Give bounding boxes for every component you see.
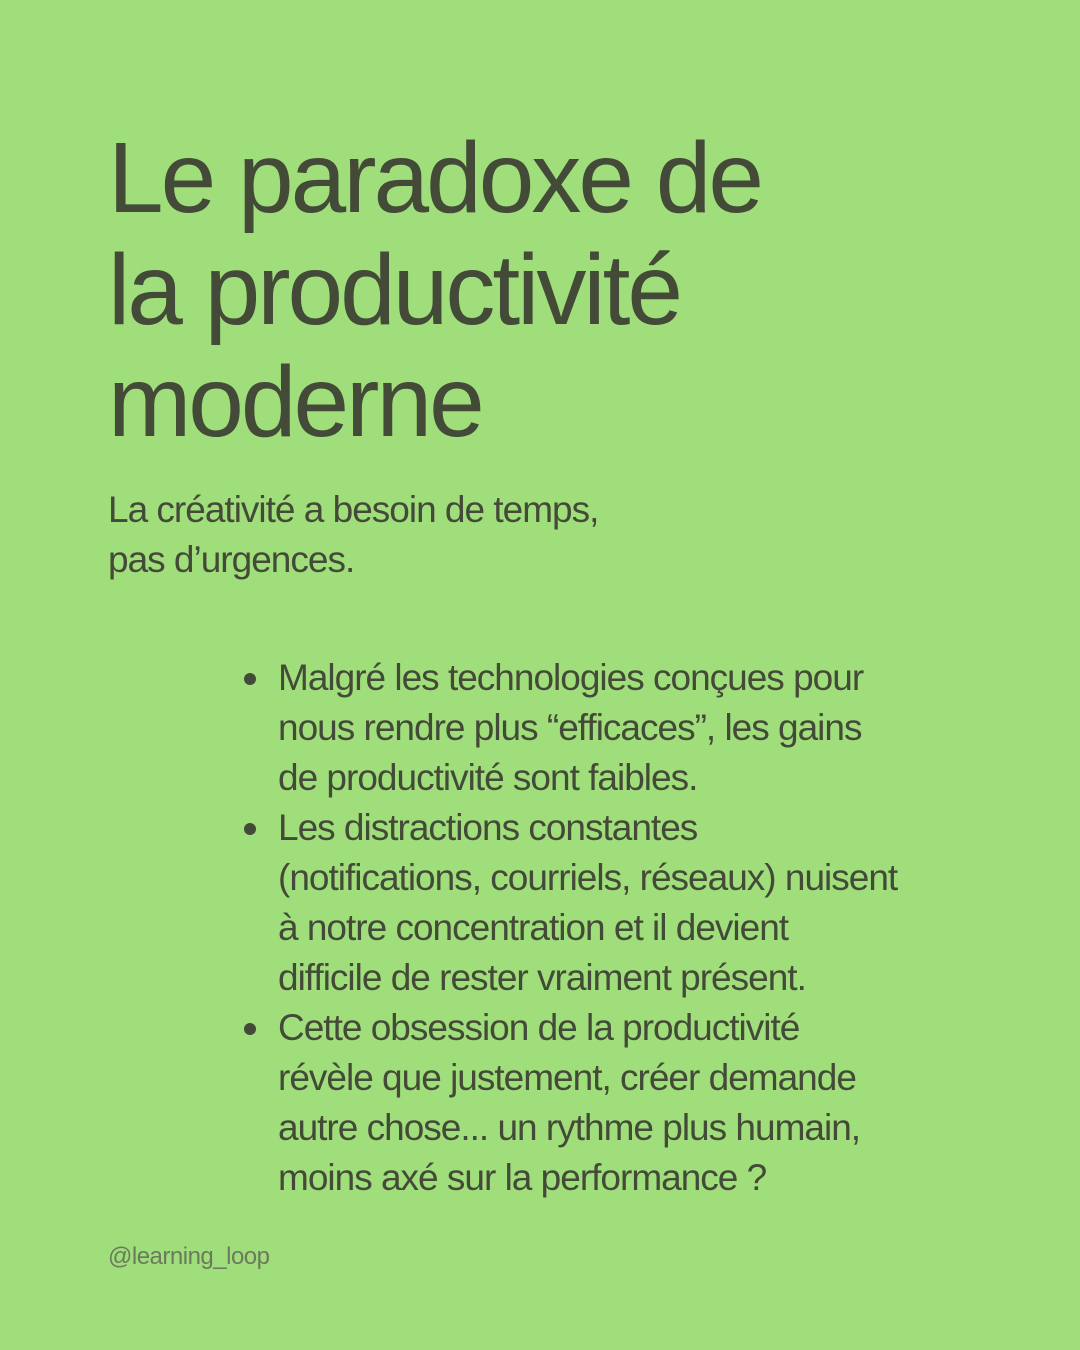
bullet-line: nous rendre plus “efficaces”, les gains: [278, 707, 862, 748]
bullet-item: [278, 1003, 1018, 1203]
bullet-line: Malgré les technologies conçues pour: [278, 657, 864, 698]
page-title: [108, 122, 1008, 458]
bullet-dot-icon: [244, 1023, 256, 1035]
bullet-dot-icon: [244, 823, 256, 835]
bullet-dot-icon: [244, 673, 256, 685]
bullet-line: Cette obsession de la productivité: [278, 1007, 800, 1048]
title-line: moderne: [108, 346, 482, 458]
bullet-line: autre chose... un rythme plus humain,: [278, 1107, 861, 1148]
title-line: la productivité: [108, 234, 680, 346]
bullet-line: à notre concentration et il devient: [278, 907, 789, 948]
bullet-line: difficile de rester vraiment présent.: [278, 957, 806, 998]
bullet-list: [278, 653, 1018, 1203]
subtitle: [108, 485, 908, 585]
subtitle-line: pas d’urgences.: [108, 539, 355, 580]
bullet-item: [278, 803, 1018, 1003]
bullet-item: [278, 653, 1018, 803]
subtitle-line: La créativité a besoin de temps,: [108, 489, 599, 530]
bullet-line: Les distractions constantes: [278, 807, 698, 848]
bullet-line: moins axé sur la performance ?: [278, 1157, 767, 1198]
author-handle: @learning_loop: [108, 1243, 270, 1270]
bullet-line: révèle que justement, créer demande: [278, 1057, 856, 1098]
bullet-line: (notifications, courriels, réseaux) nuisent: [278, 857, 898, 898]
title-line: Le paradoxe de: [108, 122, 762, 234]
bullet-line: de productivité sont faibles.: [278, 757, 698, 798]
